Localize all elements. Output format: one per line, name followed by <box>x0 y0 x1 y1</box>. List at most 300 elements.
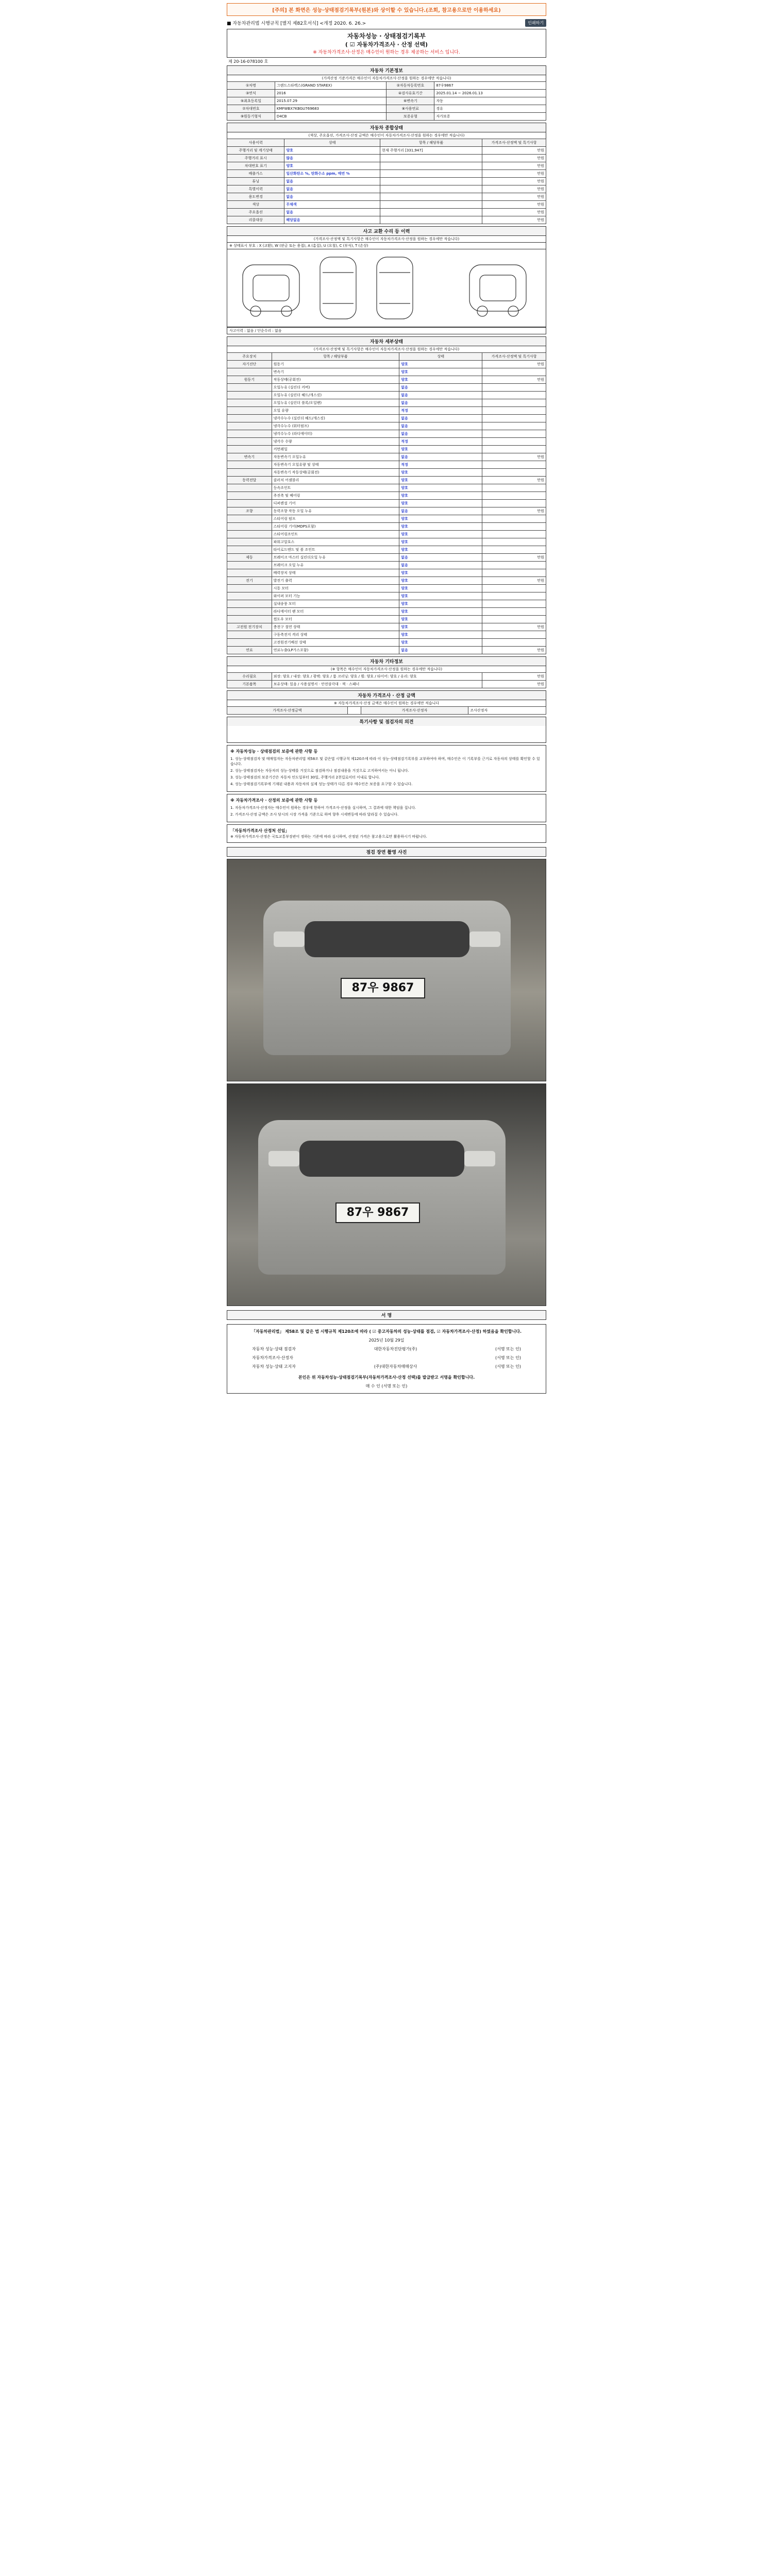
signoff-statement: 「자동차관리법」 제58조 및 같은 법 시행규칙 제120조에 따라 ( ☑ 중고자동차의 성능·상태를 점검, ☑ 자동차가격조사·산정) 하였음을 확인합니다. <box>251 1329 522 1334</box>
status-item: 튜닝 <box>227 178 284 185</box>
license-plate: 87우 9867 <box>335 1202 420 1223</box>
device-status: 없음 <box>399 507 482 515</box>
vehicle-headlamp-right <box>464 1151 495 1166</box>
signature-line <box>252 1364 521 1369</box>
status-detail <box>380 155 482 162</box>
device-part: 스티어링조인트 <box>272 531 399 538</box>
table-row <box>227 531 546 538</box>
device-status: 양호 <box>399 546 482 554</box>
status-value: 많음 <box>284 155 380 162</box>
signer-role: 자동차 성능·상태 고지자 <box>252 1364 296 1369</box>
table-row <box>227 554 546 562</box>
status-detail <box>380 162 482 170</box>
accident-history: 사고이력 : 없음 / 단순수리 : 없음 <box>227 327 546 334</box>
price-cell <box>482 531 546 538</box>
device-part: 파워고압호스 <box>272 538 399 546</box>
device-part: 오일 유량 <box>272 407 399 415</box>
device-status: 양호 <box>399 523 482 531</box>
column-header: 가격조사·산정액 및 특기사항 <box>482 353 546 361</box>
table-row <box>227 639 546 647</box>
device-group <box>227 631 272 639</box>
price-cell: 만원 <box>482 201 546 209</box>
device-status: 양호 <box>399 569 482 577</box>
device-status: 없음 <box>399 554 482 562</box>
special-notes <box>227 726 546 743</box>
device-status: 양호 <box>399 585 482 592</box>
status-item: 용도변경 <box>227 193 284 201</box>
etc-detail: 외장: 양호 / 내장: 양호 / 광택: 양호 / 룸 크리닝: 양호 / 휠: 양호 / 타이어: 양호 / 유리: 양호 <box>272 673 482 681</box>
field-label: ④검사유효기간 <box>386 90 434 97</box>
inspection-photo-side[interactable] <box>227 1083 546 1306</box>
device-status: 양호 <box>399 631 482 639</box>
device-part: 작동상태(공회전) <box>272 376 399 384</box>
price-cell <box>482 415 546 422</box>
column-header: 상태 <box>399 353 482 361</box>
signature-field[interactable]: (서명 또는 인) <box>495 1355 521 1360</box>
device-part: 클러치 어셈블리 <box>272 477 399 484</box>
price-cell <box>482 639 546 647</box>
price-cell <box>482 438 546 446</box>
status-title: 자동차 종합상태 <box>227 123 546 132</box>
table-row <box>227 592 546 600</box>
device-part: 자동변속기 오일누유 <box>272 453 399 461</box>
terms-1-title: ※ 자동차성능 · 상태점검의 보증에 관한 사항 등 <box>230 749 318 754</box>
price-cell: 만원 <box>482 185 546 193</box>
table-row <box>227 500 546 507</box>
status-detail <box>380 170 482 178</box>
table-row <box>227 105 546 113</box>
device-status: 없음 <box>399 392 482 399</box>
signature-field[interactable]: (서명 또는 인) <box>495 1346 521 1351</box>
table-row <box>227 422 546 430</box>
table-row <box>227 673 546 681</box>
device-status: 양호 <box>399 477 482 484</box>
column-header: 사용이력 <box>227 139 284 147</box>
field-value: 자가보증 <box>434 113 546 121</box>
price-cell: 만원 <box>482 477 546 484</box>
etc-table <box>227 672 546 688</box>
price-value <box>347 707 361 715</box>
warning-notice: [주의] 본 화면은 성능·상태점검기록부(원본)와 상이할 수 있습니다.(조회, 참고용으로만 이용하세요) <box>227 3 546 16</box>
device-status: 양호 <box>399 616 482 623</box>
table-row <box>227 384 546 392</box>
device-status: 없음 <box>399 430 482 438</box>
status-value: 무채색 <box>284 201 380 209</box>
table-row <box>227 90 546 97</box>
device-status: 양호 <box>399 484 482 492</box>
field-value: 그랜드스타렉스(GRAND STAREX) <box>275 82 386 90</box>
status-item: 색상 <box>227 201 284 209</box>
status-value: 없음 <box>284 178 380 185</box>
price-cell: 만원 <box>482 623 546 631</box>
signature-line <box>252 1346 521 1352</box>
device-group <box>227 500 272 507</box>
price-cell <box>482 407 546 415</box>
price-table <box>227 706 546 715</box>
price-cell <box>482 446 546 453</box>
table-row <box>227 162 546 170</box>
table-row <box>227 113 546 121</box>
table-row <box>227 569 546 577</box>
device-group <box>227 399 272 407</box>
table-row <box>227 368 546 376</box>
price-cell <box>482 585 546 592</box>
terms-2-title: ※ 자동차가격조사 · 산정의 보증에 관한 사항 등 <box>230 798 318 803</box>
table-row <box>227 585 546 592</box>
basic-info-subtitle: (가격산정 기준가격은 매수인이 자동차가격조사·산정을 원하는 경우에만 적습니다) <box>227 75 546 81</box>
signature-line <box>252 1355 521 1361</box>
terms-item: 2. 가격조사·산정 금액은 조사 당시의 시장 가격을 기준으로 하며 향후 시세변동에 따라 달라질 수 있습니다. <box>230 812 399 817</box>
buyer-signature: 매 수 인 (서명 또는 인) <box>365 1383 408 1388</box>
table-row <box>227 523 546 531</box>
device-part: 윈도우 모터 <box>272 616 399 623</box>
device-part: 브레이크 마스터 실린더오일 누유 <box>272 554 399 562</box>
document-note: ※ 자동차가격조사·산정은 매수인이 원하는 경우 제공하는 서비스 입니다. <box>313 50 460 55</box>
table-row <box>227 147 546 155</box>
table-row <box>227 608 546 616</box>
device-part: 와이퍼 모터 기능 <box>272 592 399 600</box>
price-cell: 만원 <box>482 577 546 585</box>
status-value: 일산화탄소 %, 탄화수소 ppm, 매연 % <box>284 170 380 178</box>
vehicle-headlamp-left <box>268 1151 299 1166</box>
table-row <box>227 170 546 178</box>
print-button[interactable]: 인쇄하기 <box>525 19 546 27</box>
table-row <box>227 82 546 90</box>
device-part: 시동 모터 <box>272 585 399 592</box>
special-title: 특기사항 및 점검자의 의견 <box>227 717 546 726</box>
document <box>227 0 546 1394</box>
device-group <box>227 616 272 623</box>
document-number: 제 20-16-078100 호 <box>228 59 268 64</box>
signer-name: 대한자동차진단평가(주) <box>374 1346 417 1351</box>
table-row <box>227 392 546 399</box>
terms-item: 3. 성능·상태점검의 보증기간은 자동차 인도일부터 30일, 주행거리 2천킬로미터 이내로 합니다. <box>230 775 380 780</box>
price-cell <box>482 608 546 616</box>
terms-item: 1. 자동차가격조사·산정자는 매수인이 원하는 경우에 한하여 가격조사·산정을 실시하며, 그 결과에 대한 책임을 집니다. <box>230 805 416 810</box>
status-detail <box>380 209 482 216</box>
status-value: 해당없음 <box>284 216 380 224</box>
status-value: 양호 <box>284 147 380 155</box>
table-row <box>227 616 546 623</box>
signoff-notice-text: ※ 자동차가격조사·산정은 국토교통부장관이 정하는 기준에 따라 실시하며, 산정된 가격은 참고용으로만 활용하시기 바랍니다. <box>230 834 427 839</box>
status-subtitle: (색상, 주요옵션, 가격조사·산정 금액은 매수인이 자동차가격조사·산정을 원하는 경우에만 적습니다) <box>227 132 546 139</box>
field-label: ⑧사용연료 <box>386 105 434 113</box>
table-row <box>227 430 546 438</box>
table-row <box>227 399 546 407</box>
price-cell <box>482 631 546 639</box>
price-cell: 만원 <box>482 647 546 654</box>
table-row <box>227 623 546 631</box>
price-note: ※ 자동차가격조사·산정 금액은 매수인이 원하는 경우에만 적습니다 <box>227 700 546 706</box>
price-cell <box>482 368 546 376</box>
signoff-notice <box>227 824 546 843</box>
device-group <box>227 392 272 399</box>
table-row <box>227 185 546 193</box>
signoff-title: 서 명 <box>227 1310 546 1320</box>
table-row <box>227 577 546 585</box>
device-part: 브레이크 오일 누유 <box>272 562 399 569</box>
device-status: 양호 <box>399 469 482 477</box>
basic-info-title: 자동차 기본정보 <box>227 65 546 75</box>
price-cell: 만원 <box>482 453 546 461</box>
device-part: 냉각수누수 (실린더 헤드/개스킷) <box>272 415 399 422</box>
device-status: 양호 <box>399 361 482 368</box>
table-row <box>227 446 546 453</box>
table-row <box>227 546 546 554</box>
vehicle-grille <box>305 921 469 957</box>
gallery-title: 점검 장면 촬영 사진 <box>227 847 546 857</box>
device-part: 추진축 및 베어링 <box>272 492 399 500</box>
price-cell <box>482 384 546 392</box>
field-value: 자동 <box>434 97 546 105</box>
device-part: 등속조인트 <box>272 484 399 492</box>
device-status: 양호 <box>399 500 482 507</box>
device-group <box>227 639 272 647</box>
vehicle-headlamp-right <box>469 931 500 947</box>
accident-note: ※ 상태표시 부호 : X (교환), W (판금 또는 용접), A (흠집), U (요철), C (부식), T (손상) <box>227 242 546 249</box>
signature-field[interactable]: (서명 또는 인) <box>495 1364 521 1369</box>
device-status: 양호 <box>399 577 482 585</box>
price-cell <box>482 546 546 554</box>
field-label: ②자동차등록번호 <box>386 82 434 90</box>
table-row <box>227 600 546 608</box>
signer-name: (주)대한자동차매매상사 <box>374 1364 417 1369</box>
price-cell <box>482 515 546 523</box>
device-group: 변속기 <box>227 453 272 461</box>
inspection-photo-front[interactable] <box>227 859 546 1081</box>
device-part: 변속기 <box>272 368 399 376</box>
price-label: 가격조사·산정금액 <box>227 707 348 715</box>
vehicle-diagram <box>227 249 546 327</box>
device-part: 오일누유 (실린더 블록/오일팬) <box>272 399 399 407</box>
price-cell <box>482 500 546 507</box>
device-status: 없음 <box>399 399 482 407</box>
price-cell: 만원 <box>482 193 546 201</box>
vehicle-grille <box>299 1141 464 1177</box>
form-title: ■ 자동차관리법 시행규칙 [별지 제82호서식] <개정 2020. 6. 26.> <box>227 21 366 26</box>
table-row <box>227 438 546 446</box>
table-row <box>227 562 546 569</box>
field-label: ⑥변속기 <box>386 97 434 105</box>
device-group: 제동 <box>227 554 272 562</box>
table-row <box>227 631 546 639</box>
table-row <box>227 453 546 461</box>
device-part: 구동축전지 격리 상태 <box>272 631 399 639</box>
price-cell: 만원 <box>482 147 546 155</box>
device-group <box>227 415 272 422</box>
field-label: ⑨원동기형식 <box>227 113 275 121</box>
status-item: 리콜대상 <box>227 216 284 224</box>
device-part: 냉각수누수 (라디에이터) <box>272 430 399 438</box>
device-part: 충전구 절연 상태 <box>272 623 399 631</box>
price-cell: 만원 <box>482 155 546 162</box>
status-detail: 현재 주행거리 [331,947] <box>380 147 482 155</box>
basic-info-table <box>227 81 546 121</box>
device-group: 조향 <box>227 507 272 515</box>
status-detail <box>380 185 482 193</box>
price-cell <box>482 538 546 546</box>
device-status: 양호 <box>399 368 482 376</box>
device-group <box>227 592 272 600</box>
detail-title: 자동차 세부상태 <box>227 336 546 346</box>
column-header: 상태 <box>284 139 380 147</box>
field-label: ③연식 <box>227 90 275 97</box>
status-item: 주행거리 및 계기상태 <box>227 147 284 155</box>
table-row <box>227 461 546 469</box>
status-value: 없음 <box>284 209 380 216</box>
price-cell: 만원 <box>482 507 546 515</box>
field-label: ①차명 <box>227 82 275 90</box>
table-row <box>227 507 546 515</box>
column-header: 가격조사·산정액 및 특기사항 <box>482 139 546 147</box>
status-value: 양호 <box>284 162 380 170</box>
accident-title: 사고 교환 수리 등 이력 <box>227 226 546 235</box>
table-row <box>227 216 546 224</box>
device-group <box>227 569 272 577</box>
field-label: 보증유형 <box>386 113 434 121</box>
price-cell: 만원 <box>482 554 546 562</box>
signoff-date: 2025년 10월 29일 <box>368 1337 405 1343</box>
detail-subtitle: (가격조사·산정액 및 특기사항은 매수인이 자동차가격조사·산정을 원하는 경우에만 적습니다) <box>227 346 546 352</box>
field-label: ⑦차대번호 <box>227 105 275 113</box>
device-group <box>227 492 272 500</box>
field-value: 2015.07.29 <box>275 97 386 105</box>
terms-item: 1. 성능·상태점검자 및 매매업자는 자동차관리법 제58조 및 같은법 시행규칙 제120조에 따라 이 성능·상태점검기록부를 교부하여야 하며, 매수인은 이 기록부를 근거로 자동차의 상태를 확인할 수 있습니다. <box>230 756 540 766</box>
device-group <box>227 384 272 392</box>
device-part: 동력조향 작동 오일 누유 <box>272 507 399 515</box>
device-group <box>227 562 272 569</box>
device-status: 양호 <box>399 376 482 384</box>
table-row <box>227 515 546 523</box>
vehicle-headlamp-left <box>274 931 305 947</box>
price-cell <box>482 392 546 399</box>
column-header: 주요장치 <box>227 353 272 361</box>
field-label: ⑤최초등록일 <box>227 97 275 105</box>
device-status: 없음 <box>399 562 482 569</box>
price-title: 자동차 가격조사 · 산정 금액 <box>227 690 546 700</box>
price-cell <box>482 592 546 600</box>
signoff-receipt: 본인은 위 자동차성능·상태점검기록부(자동차가격조사·산정 선택)를 발급받고 서명을 확인합니다. <box>298 1375 475 1380</box>
document-title: 자동차성능 · 상태점검기록부 <box>347 32 426 40</box>
etc-detail: 보유상태: 있음 / 사용설명서 · 안전삼각대 · 잭 · 스패너 <box>272 681 482 688</box>
table-row <box>227 376 546 384</box>
device-group <box>227 484 272 492</box>
price-cell <box>482 562 546 569</box>
signer-role: 자동차 성능·상태 점검자 <box>252 1346 296 1351</box>
price-cell <box>482 430 546 438</box>
terms-item: 2. 성능·상태점검자는 자동차의 성능·상태를 거짓으로 점검하거나 점검내용을 거짓으로 고지하여서는 아니 됩니다. <box>230 768 409 773</box>
device-status: 양호 <box>399 600 482 608</box>
device-status: 양호 <box>399 531 482 538</box>
status-value: 없음 <box>284 193 380 201</box>
table-row <box>227 681 546 688</box>
device-status: 없음 <box>399 422 482 430</box>
device-status: 양호 <box>399 623 482 631</box>
table-row <box>227 209 546 216</box>
device-part: 디퍼렌셜 기어 <box>272 500 399 507</box>
terms-item: 4. 성능·상태점검기록부에 기재된 내용과 자동차의 실제 성능·상태가 다른 경우 매수인은 보증을 요구할 수 있습니다. <box>230 782 413 787</box>
price-cell: 만원 <box>482 216 546 224</box>
device-part: 배력장치 상태 <box>272 569 399 577</box>
status-detail <box>380 193 482 201</box>
column-header: 항목 / 해당부품 <box>272 353 399 361</box>
price-cell <box>482 399 546 407</box>
device-status: 양호 <box>399 538 482 546</box>
table-row <box>227 361 546 368</box>
document-subtitle: ( ☑ 자동차가격조사 · 산정 선택) <box>345 41 428 48</box>
device-status: 적정 <box>399 407 482 415</box>
table-row <box>227 415 546 422</box>
table-row <box>227 477 546 484</box>
device-group: 전기 <box>227 577 272 585</box>
device-part: 냉각수 수량 <box>272 438 399 446</box>
price-cell <box>482 469 546 477</box>
device-part: 발전기 출력 <box>272 577 399 585</box>
etc-subtitle: (※ 항목은 매수인이 자동차가격조사·산정을 원하는 경우에만 적습니다) <box>227 666 546 672</box>
price-cell: 만원 <box>482 209 546 216</box>
device-group <box>227 446 272 453</box>
price-label: 가격조사·산정자 <box>361 707 468 715</box>
detail-table <box>227 352 546 654</box>
status-item: 특별이력 <box>227 185 284 193</box>
status-value: 없음 <box>284 185 380 193</box>
status-detail <box>380 178 482 185</box>
device-group: 자기진단 <box>227 361 272 368</box>
device-group <box>227 407 272 415</box>
device-status: 없음 <box>399 415 482 422</box>
price-cell: 만원 <box>482 162 546 170</box>
device-group: 동력전달 <box>227 477 272 484</box>
terms-block-1 <box>227 745 546 792</box>
device-part: 스티어링 펌프 <box>272 515 399 523</box>
table-row <box>227 97 546 105</box>
device-part: 냉각수누수 (워터펌프) <box>272 422 399 430</box>
device-group <box>227 515 272 523</box>
etc-title: 자동차 기타정보 <box>227 656 546 666</box>
device-group <box>227 469 272 477</box>
device-status: 적정 <box>399 438 482 446</box>
table-row <box>227 492 546 500</box>
device-part: 자동변속기 오일유량 및 상태 <box>272 461 399 469</box>
device-group <box>227 430 272 438</box>
device-status: 양호 <box>399 592 482 600</box>
license-plate: 87우 9867 <box>341 978 425 998</box>
device-part: 연료누출(LP가스포함) <box>272 647 399 654</box>
device-group <box>227 368 272 376</box>
device-part: 자동변속기 작동상태(공회전) <box>272 469 399 477</box>
device-part: 원동기 <box>272 361 399 368</box>
field-value: 2025.01.14 ~ 2026.01.13 <box>434 90 546 97</box>
table-row <box>227 201 546 209</box>
status-item: 배출가스 <box>227 170 284 178</box>
price-cell <box>482 616 546 623</box>
table-row <box>227 469 546 477</box>
price-cell <box>482 569 546 577</box>
field-value: 87우9867 <box>434 82 546 90</box>
table-row <box>227 647 546 654</box>
price-cell <box>482 461 546 469</box>
device-group <box>227 422 272 430</box>
device-group: 고전원 전기장치 <box>227 623 272 631</box>
column-header: 항목 / 해당부품 <box>380 139 482 147</box>
price-cell: 만원 <box>482 673 546 681</box>
vehicle-outline-diagram <box>227 249 546 327</box>
device-status: 없음 <box>399 647 482 654</box>
status-item: 차대번호 표기 <box>227 162 284 170</box>
signoff-block <box>227 1324 546 1394</box>
price-cell: 만원 <box>482 376 546 384</box>
device-status: 없음 <box>399 384 482 392</box>
